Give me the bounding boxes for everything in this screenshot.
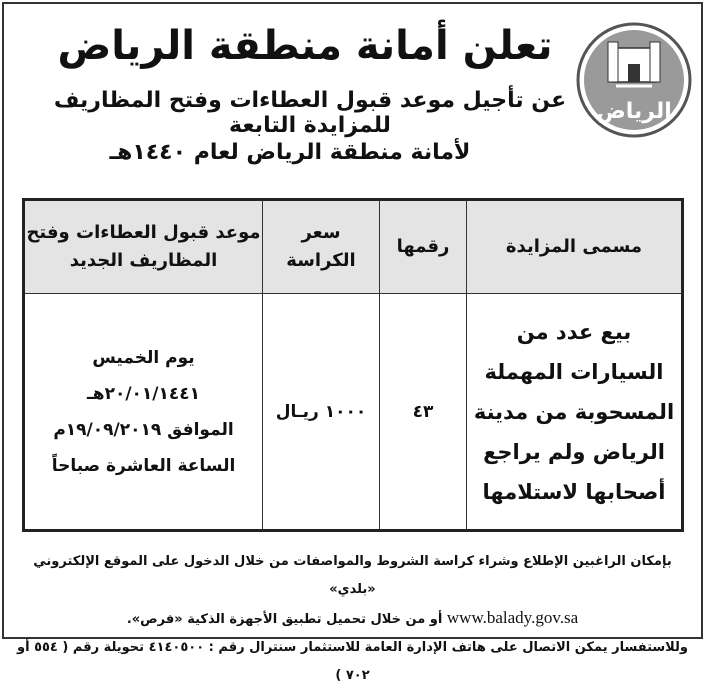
header-price: سعر الكراسة — [263, 200, 380, 294]
svg-text:الرياض: الرياض — [596, 99, 672, 124]
balady-link[interactable]: www.balady.gov.sa — [446, 608, 579, 627]
page-title: تعلن أمانة منطقة الرياض — [57, 23, 553, 69]
date-gregorian: الموافق ١٩/٠٩/٢٠١٩م — [53, 419, 234, 440]
header-auction-name: مسمى المزايدة — [467, 200, 683, 294]
new-date — [24, 294, 263, 531]
subtitle-line1: عن تأجيل موعد قبول العطاءات وفتح المظاريف للمزايدة التابعة — [53, 88, 567, 138]
auction-table — [22, 198, 684, 532]
riyadh-municipality-logo — [576, 20, 692, 140]
footer — [10, 548, 695, 690]
date-time: الساعة العاشرة صباحاً — [51, 455, 236, 476]
footer-line3: وللاستفسار يمكن الاتصال على هاتف الإدارة العامة للاستثمار سنترال رقم : ٤١٤٠٥٠٠ تحويلة رقم ( ٥٥٤ أو ٧٠٢ ) — [17, 640, 688, 683]
booklet-price: ١٠٠٠ ريـال — [263, 294, 380, 531]
table-header-row — [24, 200, 683, 294]
footer-line2: أو من خلال تحميل تطبيق الأجهزة الذكية «فرص». — [126, 612, 443, 627]
date-day: يوم الخميس — [92, 347, 195, 368]
subtitle-line2: لأمانة منطقة الرياض لعام ١٤٤٠هـ — [109, 140, 471, 165]
auction-number: ٤٣ — [380, 294, 467, 531]
header-number: رقمها — [380, 200, 467, 294]
date-hijri: ٢٠/٠١/١٤٤١هـ — [86, 383, 201, 404]
footer-line1: بإمكان الراغبين الإطلاع وشراء كراسة الشروط والمواصفات من خلال الدخول على الموقع الإلكتروني «بلدي» — [33, 554, 672, 597]
table-row — [24, 294, 683, 531]
auction-name: بيع عدد من السيارات المهملة المسحوبة من مدينة الرياض ولم يراجع أصحابها لاستلامها — [467, 294, 683, 531]
header-new-date: موعد قبول العطاءات وفتح المظاريف الجديد — [24, 200, 263, 294]
